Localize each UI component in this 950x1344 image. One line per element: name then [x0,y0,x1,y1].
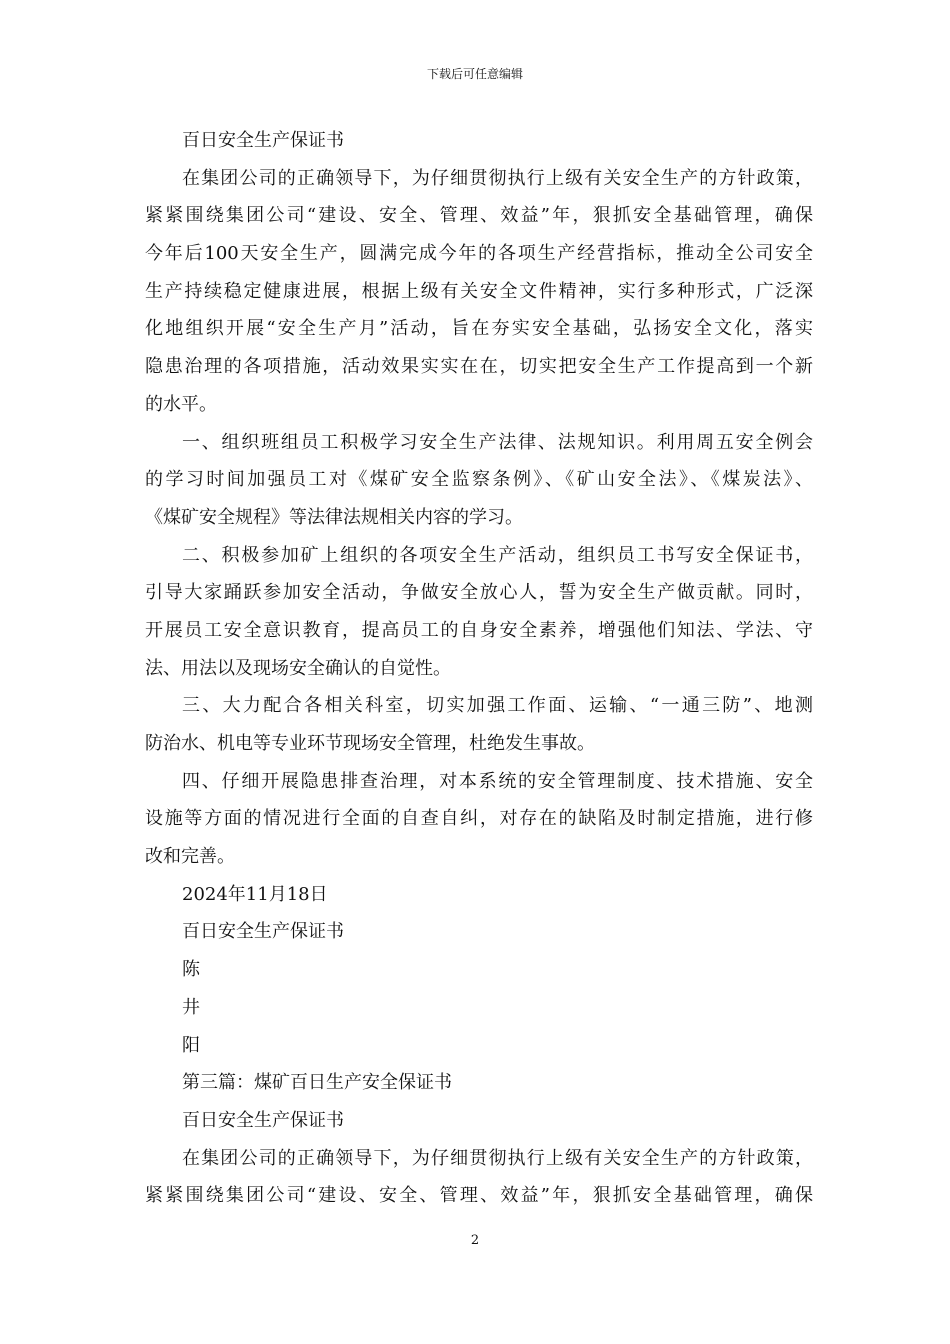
text-line: 紧紧围绕集团公司“建设、安全、管理、效益”年，狠抓安全基础管理，确保 [145,205,813,227]
text-line: 紧紧围绕集团公司“建设、安全、管理、效益”年，狠抓安全基础管理，确保 [145,1185,813,1207]
text-line: 陈 [182,959,200,981]
text-line: 的学习时间加强员工对《煤矿安全监察条例》、《矿山安全法》、《煤炭法》、 [145,469,813,491]
text-line: 二、积极参加矿上组织的各项安全生产活动，组织员工书写安全保证书， [182,544,813,566]
text-line: 一、组织班组员工积极学习安全生产法律、法规知识。利用周五安全例会 [182,431,813,453]
page-number: 2 [470,1233,480,1248]
text-line: 井 [182,996,200,1018]
page-header: 下载后可任意编辑 [426,67,523,81]
text-line: 四、仔细开展隐患排查治理，对本系统的安全管理制度、技术措施、安全 [182,770,813,792]
text-line: 改和完善。 [145,846,235,868]
text-line: 今年后100天安全生产，圆满完成今年的各项生产经营指标，推动全公司安全 [145,243,813,265]
text-line: 引导大家踊跃参加安全活动，争做安全放心人，誓为安全生产做贡献。同时， [145,582,813,604]
text-line: 在集团公司的正确领导下，为仔细贯彻执行上级有关安全生产的方针政策， [182,1147,813,1169]
text-line: 法、用法以及现场安全确认的自觉性。 [145,657,451,679]
text-line: 生产持续稳定健康进展，根据上级有关安全文件精神，实行多种形式，广泛深 [145,280,813,302]
text-line: 防治水、机电等专业环节现场安全管理，杜绝发生事故。 [145,733,595,754]
text-line: 三、大力配合各相关科室，切实加强工作面、运输、“一通三防”、地测 [182,695,813,717]
text-line: 阳 [182,1034,200,1056]
text-line: 隐患治理的各项措施，活动效果实实在在，切实把安全生产工作提高到一个新 [145,356,813,378]
text-line: 2024年11月18日 [182,883,328,905]
text-line: 百日安全生产保证书 [182,130,344,151]
text-line: 百日安全生产保证书 [182,1109,344,1131]
text-line: 在集团公司的正确领导下，为仔细贯彻执行上级有关安全生产的方针政策， [182,167,813,189]
text-line: 的水平。 [145,393,217,415]
text-line: 第三篇：煤矿百日生产安全保证书 [182,1072,452,1094]
text-line: 开展员工安全意识教育，提高员工的自身安全素养，增强他们知法、学法、守 [145,619,813,641]
text-line: 化地组织开展“安全生产月”活动，旨在夯实安全基础，弘扬安全文化，落实 [145,318,813,340]
text-line: 百日安全生产保证书 [182,921,344,943]
text-line: 设施等方面的情况进行全面的自查自纠，对存在的缺陷及时制定措施，进行修 [145,808,813,830]
text-line: 《煤矿安全规程》等法律法规相关内容的学习。 [145,506,523,528]
document-body [145,122,813,1215]
